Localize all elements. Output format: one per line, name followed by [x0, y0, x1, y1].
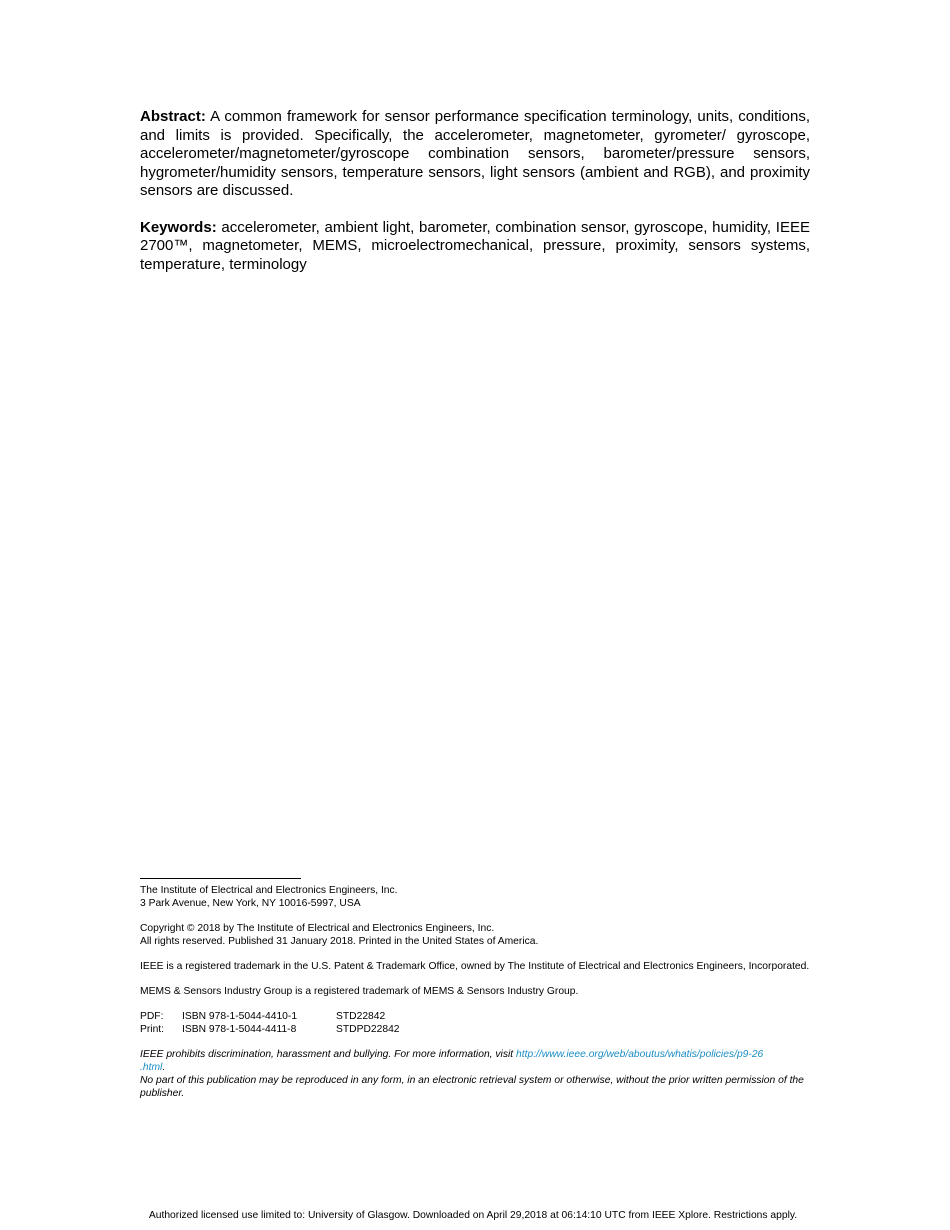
- isbn-format-label: PDF:: [140, 1011, 164, 1022]
- imprint-section: [140, 884, 812, 1112]
- abstract-label: Abstract:: [140, 108, 206, 125]
- legal-notice: [140, 1048, 812, 1100]
- isbn-row-pdf: [140, 1010, 812, 1023]
- authorization-footer: [0, 1209, 950, 1222]
- isbn-block: [140, 1010, 812, 1036]
- reproduction-notice: No part of this publication may be reproduced in any form, in an electronic retrieval system or otherwise, without the prior written permission of the publisher.: [140, 1075, 804, 1099]
- isbn-format-label: Print:: [140, 1024, 165, 1035]
- copyright-line-2: All rights reserved. Published 31 January 2018. Printed in the United States of America.: [140, 936, 539, 947]
- abstract-text: A common framework for sensor performance specification terminology, units, conditions, and limits is provided. Specifically, the accelerometer, magnetometer, gyrometer/ gyroscope, accelerometer/magnetometer/gyroscope combination sensors, barometer/pressure sensors, hygrometer/humidity sensors, temperature sensors, light sensors (ambient and RGB), and proximity sensors are discussed.: [140, 108, 810, 199]
- abstract-paragraph: [140, 108, 810, 201]
- isbn-row-print: [140, 1023, 812, 1036]
- policy-end: .: [162, 1062, 166, 1073]
- copyright-block: [140, 922, 812, 948]
- isbn-product-code: STDPD22842: [336, 1024, 400, 1035]
- publisher-block: [140, 884, 812, 910]
- policy-link[interactable]: http://www.ieee.org/web/aboutus/whatis/policies/p9-26 .html: [140, 1049, 764, 1073]
- policy-text: IEEE prohibits discrimination, harassment and bullying. For more information, visit: [140, 1049, 514, 1060]
- isbn-number: ISBN 978-1-5044-4411-8: [182, 1024, 297, 1035]
- policy-line: [140, 1048, 812, 1074]
- isbn-number: ISBN 978-1-5044-4410-1: [182, 1011, 298, 1022]
- keywords-label: Keywords:: [140, 218, 217, 236]
- abstract-section: [140, 108, 810, 292]
- ieee-trademark: IEEE is a registered trademark in the U.S. Patent & Trademark Office, owned by The Institute of Electrical and Electronics Engineers, Incorporated.: [140, 961, 810, 972]
- copyright-line-1: Copyright © 2018 by The Institute of Electrical and Electronics Engineers, Inc.: [140, 923, 495, 934]
- footnote-divider: [140, 878, 301, 879]
- mems-trademark: MEMS & Sensors Industry Group is a registered trademark of MEMS & Sensors Industry Group.: [140, 986, 579, 997]
- publisher-name: The Institute of Electrical and Electronics Engineers, Inc.: [140, 885, 398, 896]
- isbn-product-code: STD22842: [336, 1011, 386, 1022]
- authorization-text: Authorized licensed use limited to: University of Glasgow. Downloaded on April 29,2018 at 06:14:10 UTC from IEEE Xplore. Restrictions apply.: [148, 1210, 798, 1221]
- publisher-address: 3 Park Avenue, New York, NY 10016-5997, USA: [140, 898, 361, 909]
- keywords-paragraph: [140, 219, 810, 275]
- keywords-text: accelerometer, ambient light, barometer, combination sensor, gyroscope, humidity, IEEE 2700™, magnetometer, MEMS, microelectromechanical, pressure, proximity, sensors systems, temperature, terminology: [140, 218, 810, 273]
